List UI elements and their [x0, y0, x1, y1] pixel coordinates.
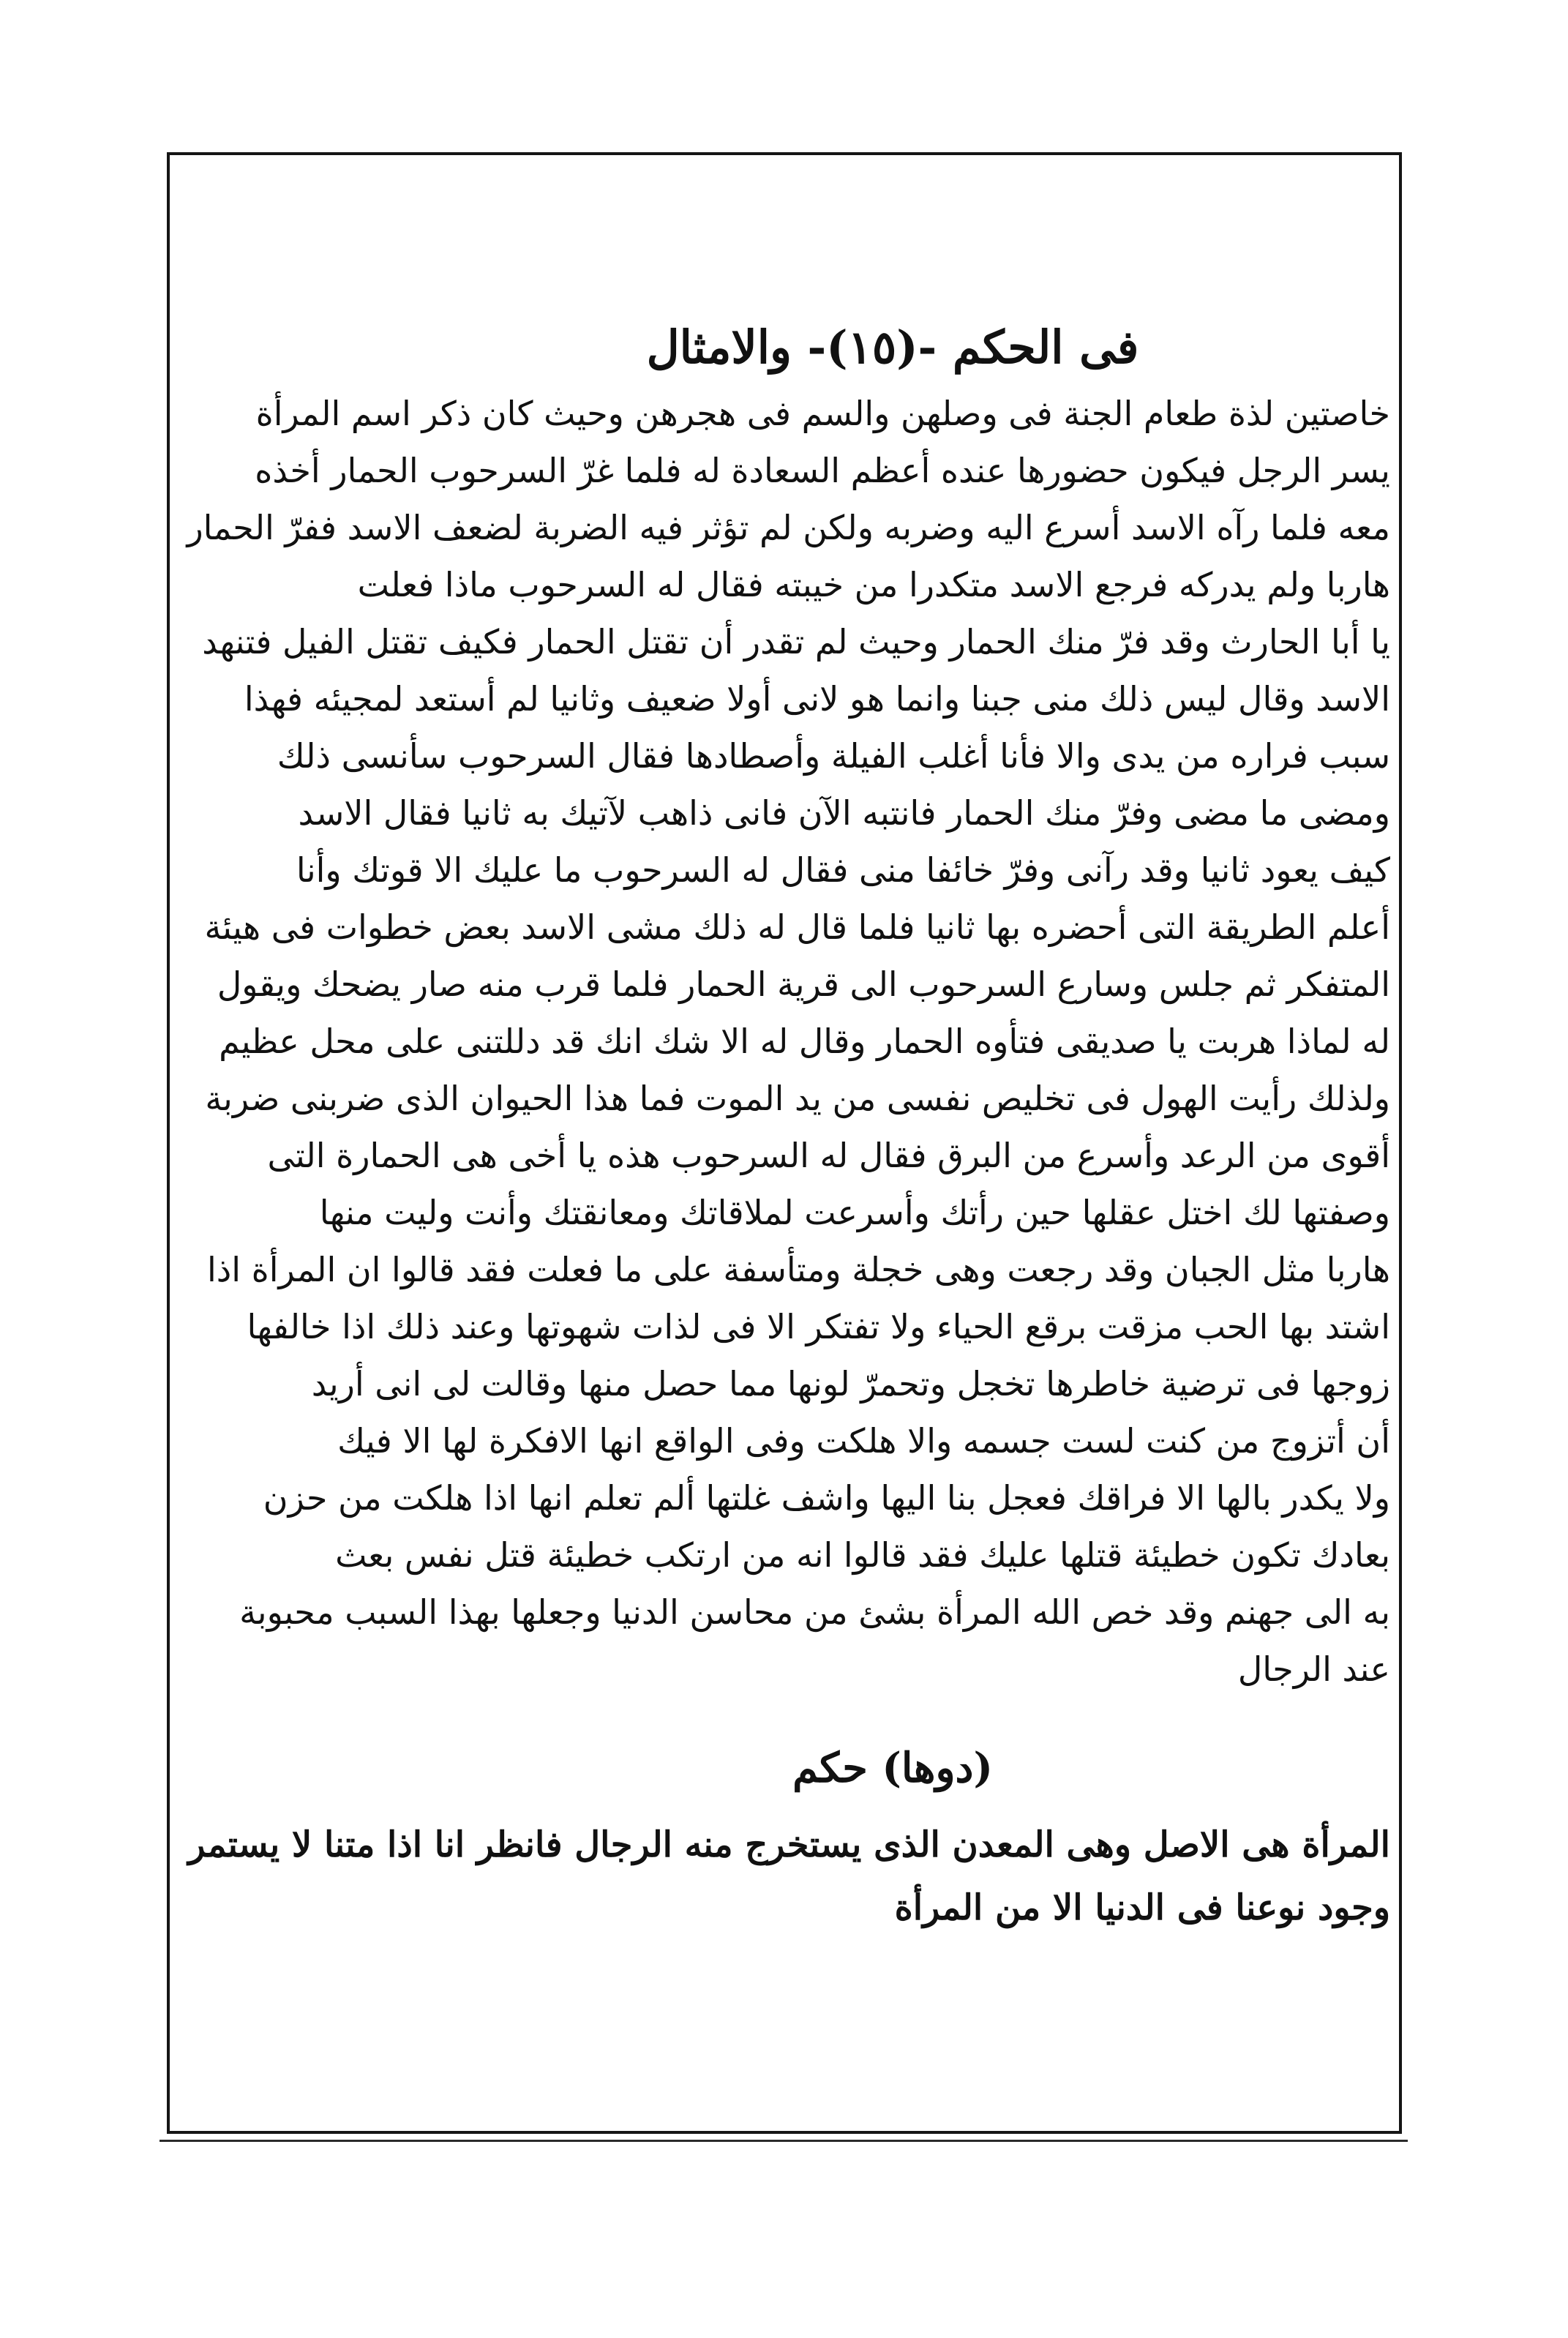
text-line: أعلم الطريقة التى أحضره بها ثانيا فلما قال له ذلك مشى الاسد بعض خطوات فى هيئة	[204, 907, 1390, 947]
text-line: سبب فراره من يدى والا فأنا أغلب الفيلة وأصطادها فقال السرحوب سأنسى ذلك	[277, 736, 1390, 776]
section-heading: (دوها) حكم	[792, 1744, 993, 1792]
text-line: المرأة هى الاصل وهى المعدن الذى يستخرج منه الرجال فانظر انا اذا متنا لا يستمر	[188, 1824, 1390, 1865]
text-line: عند الرجال	[1237, 1649, 1390, 1689]
text-line: ولذلك رأيت الهول فى تخليص نفسى من يد الموت فما هذا الحيوان الذى ضربنى ضربة	[205, 1079, 1390, 1118]
text-line: أقوى من الرعد وأسرع من البرق فقال له السرحوب هذه يا أخى هى الحمارة التى	[267, 1136, 1390, 1175]
text-line: خاصتين لذة طعام الجنة فى وصلهن والسم فى هجرهن وحيث كان ذكر اسم المرأة	[255, 394, 1390, 433]
text-line: زوجها فى ترضية خاطرها تخجل وتحمرّ لونها مما حصل منها وقالت لى انى أريد	[311, 1364, 1390, 1404]
text-line: يسر الرجل فيكون حضورها عنده أعظم السعادة له فلما غرّ السرحوب الحمار أخذه	[255, 451, 1390, 490]
page-content	[187, 315, 1390, 1939]
text-line: وصفتها لك اختل عقلها حين رأتك وأسرعت لملاقاتك ومعانقتك وأنت وليت منها	[319, 1193, 1390, 1232]
body-text	[187, 385, 1390, 1698]
running-header: فى الحكم -(١٥)- والامثال	[646, 321, 1139, 374]
text-line: أن أتزوج من كنت لست جسمه والا هلكت وفى الواقع انها الافكرة لها الا فيك	[337, 1421, 1390, 1461]
text-line: به الى جهنم وقد خص الله المرأة بشئ من محاسن الدنيا وجعلها بهذا السبب محبوبة	[239, 1592, 1390, 1632]
text-line: يا أبا الحارث وقد فرّ منك الحمار وحيث لم تقدر أن تقتل الحمار فكيف تقتل الفيل فتنهد	[202, 622, 1390, 662]
text-line: هاربا ولم يدركه فرجع الاسد متكدرا من خيبته فقال له السرحوب ماذا فعلت	[357, 565, 1390, 604]
text-line: المتفكر ثم جلس وسارع السرحوب الى قرية الحمار فلما قرب منه صار يضحك ويقول	[217, 964, 1390, 1004]
text-line: معه فلما رآه الاسد أسرع اليه وضربه ولكن لم تؤثر فيه الضربة لضعف الاسد ففرّ الحمار	[187, 508, 1390, 547]
text-line: وجود نوعنا فى الدنيا الا من المرأة	[894, 1887, 1390, 1928]
text-line: كيف يعود ثانيا وقد رآنى وفرّ خائفا منى فقال له السرحوب ما عليك الا قوتك وأنا	[296, 850, 1390, 890]
text-line: اشتد بها الحب مزقت برقع الحياء ولا تفتكر الا فى لذات شهوتها وعند ذلك اذا خالفها	[247, 1307, 1390, 1346]
text-line: هاربا مثل الجبان وقد رجعت وهى خجلة ومتأسفة على ما فعلت فقد قالوا ان المرأة اذا	[206, 1250, 1390, 1289]
text-line: له لماذا هربت يا صديقى فتأوه الحمار وقال له الا شك انك قد دللتنى على محل عظيم	[219, 1022, 1390, 1061]
text-line: ومضى ما مضى وفرّ منك الحمار فانتبه الآن فانى ذاهب لآتيك به ثانيا فقال الاسد	[298, 793, 1390, 833]
text-line: بعادك تكون خطيئة قتلها عليك فقد قالوا انه من ارتكب خطيئة قتل نفس بعث	[335, 1535, 1390, 1575]
bottom-rule	[160, 2140, 1408, 2142]
section-text	[188, 1813, 1390, 1939]
text-line: الاسد وقال ليس ذلك منى جبنا وانما هو لانى أولا ضعيف وثانيا لم أستعد لمجيئه فهذا	[244, 679, 1390, 719]
text-line: ولا يكدر بالها الا فراقك فعجل بنا اليها واشف غلتها ألم تعلم انها اذا هلكت من حزن	[263, 1478, 1390, 1518]
